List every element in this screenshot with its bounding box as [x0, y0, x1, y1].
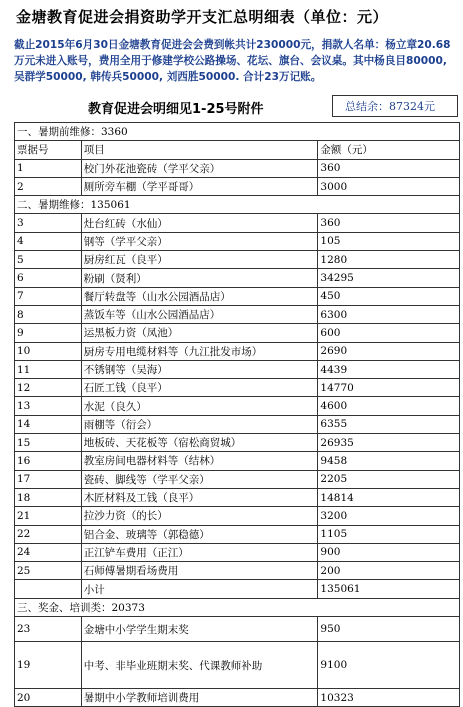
amount: 6355	[318, 415, 460, 433]
item-description: 水泥（良久）	[81, 397, 318, 415]
item-description: 教室房间电器材料等（结林）	[81, 452, 318, 470]
amount: 360	[318, 214, 460, 232]
receipt-number: 22	[15, 525, 82, 543]
amount: 900	[318, 543, 460, 561]
section-header-row	[15, 196, 460, 214]
receipt-number: 17	[15, 470, 82, 488]
item-description: 铝合金、玻璃等（郭稳德）	[81, 525, 318, 543]
receipt-number: 23	[15, 617, 82, 642]
receipt-number: 10	[15, 342, 82, 360]
balance-box: 总结余：87324元	[332, 95, 458, 117]
section-header-row	[15, 598, 460, 616]
receipt-number: 19	[15, 642, 82, 689]
amount: 9100	[318, 642, 460, 689]
item-description: 运黑板力资（凤池）	[81, 324, 318, 342]
item-description: 暑期中小学教师培训费用	[81, 689, 318, 707]
amount: 14770	[318, 379, 460, 397]
item-description: 雨棚等（衍会）	[81, 415, 318, 433]
table-row	[15, 562, 460, 580]
amount: 34295	[318, 269, 460, 287]
table-row	[15, 397, 460, 415]
receipt-number: 7	[15, 287, 82, 305]
amount: 9458	[318, 452, 460, 470]
section-title: 三、奖金、培训类：20373	[15, 598, 460, 616]
item-description: 厨房红瓦（良平）	[81, 251, 318, 269]
receipt-number	[15, 580, 82, 598]
item-description: 餐厅转盘等（山水公园酒品店）	[81, 287, 318, 305]
item-description: 钢等（学平父亲）	[81, 232, 318, 250]
table-row	[15, 269, 460, 287]
amount: 600	[318, 324, 460, 342]
item-description: 木匠材料及工钱（良平）	[81, 488, 318, 506]
amount: 3000	[318, 177, 460, 195]
receipt-number: 5	[15, 251, 82, 269]
receipt-number: 24	[15, 543, 82, 561]
intro-paragraph: 截止2015年6月30日金塘教育促进会会费到帐共计230000元，捐款人名单：杨立章20.68万元未进入账号，费用全用于修建学校公路操场、花坛、旗台、会议桌。其中杨良目80000, 吴群学50000, 韩传兵50000, 刘西胜50000. 合计23万记账。	[14, 39, 451, 83]
table-row	[15, 452, 460, 470]
table-row	[15, 470, 460, 488]
document-title: 金塘教育促进会捐资助学开支汇总明细表（单位：元）	[16, 8, 389, 26]
receipt-number: 11	[15, 360, 82, 378]
amount: 14814	[318, 488, 460, 506]
section-title: 二、暑期维修：135061	[15, 196, 460, 214]
table-row	[15, 488, 460, 506]
column-header-row	[15, 141, 460, 159]
amount: 3200	[318, 507, 460, 525]
amount: 2690	[318, 342, 460, 360]
item-description: 拉沙力资（的长）	[81, 507, 318, 525]
amount: 2205	[318, 470, 460, 488]
table-row	[15, 642, 460, 689]
item-description: 瓷砖、脚线等（学平父亲）	[81, 470, 318, 488]
receipt-number: 2	[15, 177, 82, 195]
attachment-heading: 教育促进会明细见1-25号附件	[88, 102, 264, 117]
table-row	[15, 379, 460, 397]
section-header-row	[15, 123, 460, 141]
receipt-number: 13	[15, 397, 82, 415]
table-row	[15, 251, 460, 269]
receipt-number: 4	[15, 232, 82, 250]
table-row	[15, 214, 460, 232]
column-header: 项目	[81, 141, 318, 159]
expense-table	[14, 122, 460, 707]
amount: 26935	[318, 434, 460, 452]
item-description: 小计	[81, 580, 318, 598]
item-description: 不锈钢等（吴海）	[81, 360, 318, 378]
table-row	[15, 177, 460, 195]
receipt-number: 14	[15, 415, 82, 433]
amount: 1280	[318, 251, 460, 269]
table-row	[15, 507, 460, 525]
table-row	[15, 415, 460, 433]
item-description: 正江铲车费用（正江）	[81, 543, 318, 561]
receipt-number: 6	[15, 269, 82, 287]
table-subheading-row	[14, 95, 460, 121]
item-description: 校门外花池瓷砖（学平父亲）	[81, 159, 318, 177]
table-row	[15, 287, 460, 305]
amount: 1105	[318, 525, 460, 543]
receipt-number: 12	[15, 379, 82, 397]
table-row	[15, 342, 460, 360]
amount: 360	[318, 159, 460, 177]
table-row	[15, 689, 460, 707]
receipt-number: 1	[15, 159, 82, 177]
receipt-number: 8	[15, 305, 82, 323]
table-row	[15, 305, 460, 323]
column-header: 金额（元）	[318, 141, 460, 159]
receipt-number: 20	[15, 689, 82, 707]
item-description: 灶台红砖（水仙）	[81, 214, 318, 232]
amount: 450	[318, 287, 460, 305]
amount: 10323	[318, 689, 460, 707]
receipt-number: 25	[15, 562, 82, 580]
receipt-number: 18	[15, 488, 82, 506]
amount: 4600	[318, 397, 460, 415]
item-description: 石匠工钱（良平）	[81, 379, 318, 397]
amount: 950	[318, 617, 460, 642]
section-title: 一、暑期前维修：3360	[15, 123, 460, 141]
item-description: 厕所旁车棚（学平哥哥）	[81, 177, 318, 195]
table-row	[15, 525, 460, 543]
table-row	[15, 324, 460, 342]
table-row	[15, 543, 460, 561]
amount: 135061	[318, 580, 460, 598]
table-row	[15, 159, 460, 177]
amount: 200	[318, 562, 460, 580]
item-description: 石师傅暑期看场费用	[81, 562, 318, 580]
receipt-number: 3	[15, 214, 82, 232]
table-row	[15, 360, 460, 378]
item-description: 厨房专用电缆材料等（九江批发市场）	[81, 342, 318, 360]
column-header: 票据号	[15, 141, 82, 159]
amount: 4439	[318, 360, 460, 378]
receipt-number: 9	[15, 324, 82, 342]
amount: 105	[318, 232, 460, 250]
table-row	[15, 580, 460, 598]
table-row	[15, 617, 460, 642]
item-description: 地板砖、天花板等（宿松商贸城）	[81, 434, 318, 452]
item-description: 蒸饭车等（山水公园酒品店）	[81, 305, 318, 323]
table-row	[15, 232, 460, 250]
receipt-number: 15	[15, 434, 82, 452]
receipt-number: 16	[15, 452, 82, 470]
amount: 6300	[318, 305, 460, 323]
item-description: 粉刷（贤利）	[81, 269, 318, 287]
table-row	[15, 434, 460, 452]
receipt-number: 21	[15, 507, 82, 525]
item-description: 中考、非毕业班期末奖、代课教师补助	[81, 642, 318, 689]
item-description: 金塘中小学学生期末奖	[81, 617, 318, 642]
